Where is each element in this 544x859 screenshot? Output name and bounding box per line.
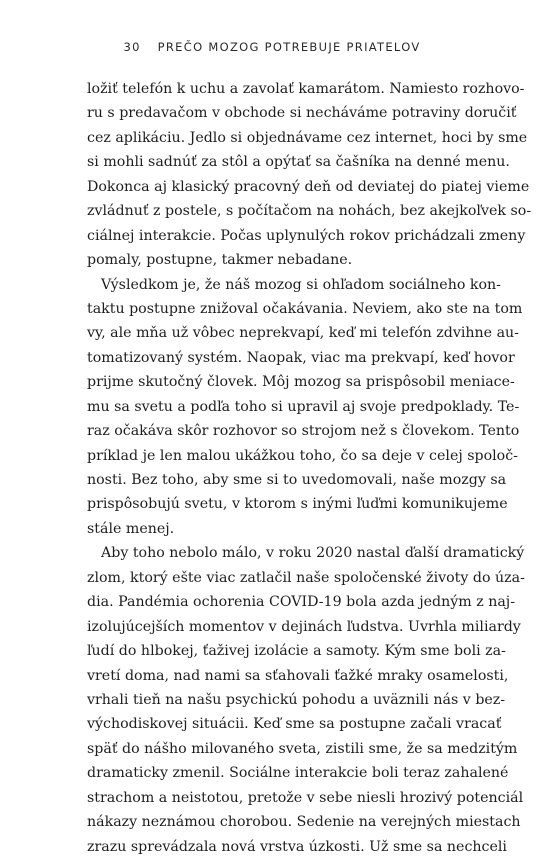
- text-line: Aby toho nebolo málo, v roku 2020 nastal ďalší dramatický: [101, 545, 525, 562]
- paragraph: [87, 77, 532, 273]
- text-line: si mohli sadnúť za stôl a opýtať sa čašníka na denné menu.: [87, 154, 510, 171]
- text-line: prispôsobujú svetu, v ktorom s inými ľuďmi komunikujeme: [87, 496, 508, 513]
- text-line: vrhali tieň na našu psychickú pohodu a uväznili nás v bez-: [87, 691, 506, 708]
- text-line: taktu postupne znižoval očakávania. Neviem, ako ste na tom: [87, 300, 523, 317]
- text-line: späť do nášho milovaného sveta, zistili sme, že sa medzitým: [87, 740, 518, 757]
- text-line: izolujúcejších momentov v dejinách ľudstva. Uvrhla miliardy: [87, 618, 521, 635]
- text-line: východiskovej situácii. Keď sme sa postupne začali vracať: [87, 716, 502, 733]
- text-line: pomaly, postupne, takmer nebadane.: [87, 252, 353, 269]
- text-line: vy, ale mňa už vôbec neprekvapí, keď mi telefón zdvihne au-: [87, 325, 519, 342]
- chapter-title: PREČO MOZOG POTREBUJE PRIATELOV: [157, 40, 421, 54]
- text-line: nosti. Bez toho, aby sme si to uvedomovali, naše mozgy sa: [87, 472, 507, 488]
- paragraph: [87, 273, 523, 542]
- paragraph: [87, 541, 525, 859]
- text-line: zrazu sprevádzala nová vrstva úzkosti. Už sme sa nechceli: [87, 838, 507, 855]
- text-line: cez aplikáciu. Jedlo si objednávame cez internet, hoci by sme: [87, 129, 528, 146]
- text-line: zvládnuť z postele, s počítačom na nohách, bez akejkoľvek so-: [87, 203, 532, 220]
- text-line: ľudí do hlbokej, ťaživej izolácie a samoty. Kým sme boli za-: [87, 643, 506, 660]
- text-line: Dokonca aj klasický pracovný deň od deviatej do piatej vieme: [87, 178, 530, 195]
- text-line: príklad je len malou ukážkou toho, čo sa deje v celej spoloč-: [87, 447, 518, 464]
- text-line: dia. Pandémia ochorenia COVID-19 bola azda jedným z naj-: [87, 594, 515, 611]
- text-line: nákazy neznámou chorobou. Sedenie na verejných miestach: [87, 814, 521, 831]
- text-line: ložiť telefón k uchu a zavolať kamarátom. Namiesto rozhovo-: [87, 81, 525, 97]
- text-line: mu sa svetu a podľa toho si upravil aj svoje predpoklady. Te-: [87, 398, 520, 415]
- text-line: tomatizovaný systém. Naopak, viac ma prekvapí, keď hovor: [87, 349, 515, 366]
- page-number: 30: [123, 40, 141, 54]
- text-line: strachom a neistotou, pretože v sebe niesli hrozivý potenciál: [87, 789, 524, 806]
- text-line: vretí doma, nad nami sa sťahovali ťažké mraky osamelosti,: [87, 667, 509, 684]
- running-head: [0, 40, 544, 54]
- text-line: Výsledkom je, že náš mozog si ohľadom sociálneho kon-: [101, 276, 501, 293]
- text-line: ru s predavačom v obchode si necháváme potraviny doručiť: [87, 105, 517, 122]
- text-line: zlom, ktorý ešte viac zatlačil naše spoločenské životy do úza-: [87, 569, 525, 586]
- body-text: [87, 77, 532, 859]
- text-line: ciálnej interakcie. Počas uplynulých rokov prichádzali zmeny: [87, 227, 526, 244]
- text-line: dramaticky zmenil. Sociálne interakcie boli teraz zahalené: [87, 765, 509, 782]
- text-line: prijme skutočný človek. Môj mozog sa prispôsobil meniace-: [87, 374, 515, 391]
- text-line: stále menej.: [87, 520, 175, 537]
- text-line: raz očakáva skôr rozhovor so strojom než s človekom. Tento: [87, 423, 520, 440]
